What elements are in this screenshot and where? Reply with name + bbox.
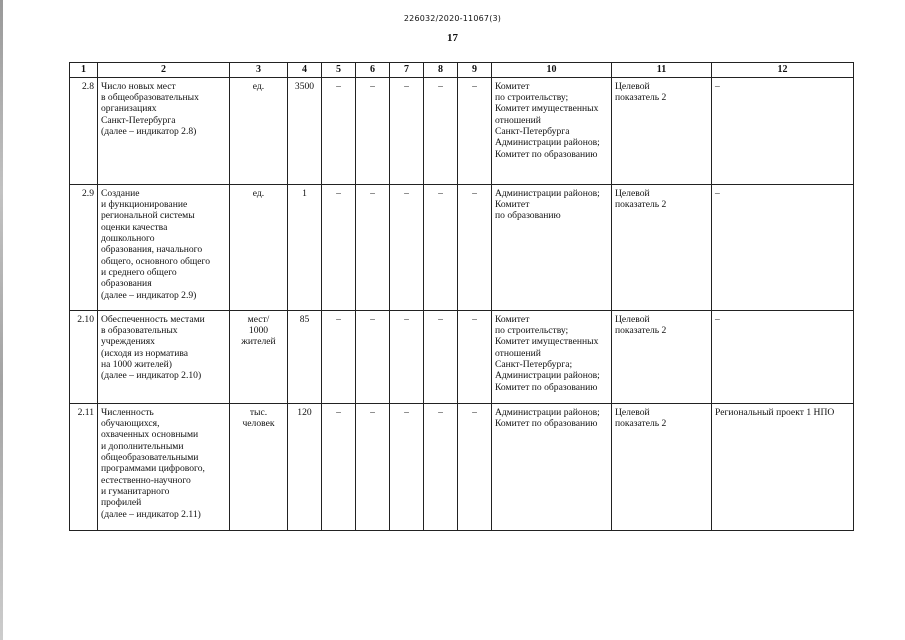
column-header: 3 — [230, 63, 288, 78]
cell-9: – — [458, 77, 492, 184]
cell-6: – — [356, 310, 390, 403]
scan-edge — [0, 0, 3, 640]
unit: мест/ 1000 жителей — [230, 310, 288, 403]
row-id: 2.9 — [70, 184, 98, 310]
cell-8: – — [424, 403, 458, 530]
cell-9: – — [458, 403, 492, 530]
project: – — [712, 310, 854, 403]
cell-5: – — [322, 184, 356, 310]
project: – — [712, 184, 854, 310]
executor: Администрации районов; Комитет по образованию — [492, 403, 612, 530]
cell-7: – — [390, 310, 424, 403]
cell-5: – — [322, 77, 356, 184]
indicator-name: Обеспеченность местами в образовательных учреждениях (исходя из норматива на 1000 жителей) (далее – индикатор 2.10) — [98, 310, 230, 403]
indicator-type: Целевой показатель 2 — [612, 310, 712, 403]
cell-8: – — [424, 184, 458, 310]
unit: тыс. человек — [230, 403, 288, 530]
document-code: 226032/2020-11067(3) — [403, 14, 502, 23]
cell-8: – — [424, 77, 458, 184]
cell-5: – — [322, 310, 356, 403]
column-header: 4 — [288, 63, 322, 78]
column-header: 12 — [712, 63, 854, 78]
table-row — [70, 77, 854, 184]
column-header: 7 — [390, 63, 424, 78]
row-id: 2.8 — [70, 77, 98, 184]
cell-6: – — [356, 184, 390, 310]
indicator-type: Целевой показатель 2 — [612, 403, 712, 530]
row-id: 2.11 — [70, 403, 98, 530]
cell-9: – — [458, 184, 492, 310]
cell-6: – — [356, 403, 390, 530]
page-number: 17 — [447, 32, 458, 44]
cell-7: – — [390, 184, 424, 310]
row-id: 2.10 — [70, 310, 98, 403]
value: 3500 — [288, 77, 322, 184]
executor: Комитет по строительству; Комитет имущественных отношений Санкт-Петербурга Администрации районов; Комитет по образованию — [492, 77, 612, 184]
value: 1 — [288, 184, 322, 310]
executor: Администрации районов; Комитет по образованию — [492, 184, 612, 310]
column-header: 6 — [356, 63, 390, 78]
column-header: 2 — [98, 63, 230, 78]
column-header: 10 — [492, 63, 612, 78]
unit: ед. — [230, 184, 288, 310]
table-row — [70, 403, 854, 530]
column-header: 8 — [424, 63, 458, 78]
value: 85 — [288, 310, 322, 403]
cell-5: – — [322, 403, 356, 530]
column-header: 5 — [322, 63, 356, 78]
cell-8: – — [424, 310, 458, 403]
column-header: 9 — [458, 63, 492, 78]
project: Региональный проект 1 НПО — [712, 403, 854, 530]
indicator-name: Число новых мест в общеобразовательных организациях Санкт-Петербурга (далее – индикатор 2.8) — [98, 77, 230, 184]
indicator-name: Численность обучающихся, охваченных основными и дополнительными общеобразовательными программами цифрового, естественно-научного и гуманитарного профилей (далее – индикатор 2.11) — [98, 403, 230, 530]
table-row — [70, 184, 854, 310]
cell-7: – — [390, 77, 424, 184]
executor: Комитет по строительству; Комитет имущественных отношений Санкт-Петербурга; Администрации районов; Комитет по образованию — [492, 310, 612, 403]
unit: ед. — [230, 77, 288, 184]
indicators-table — [69, 62, 854, 531]
indicator-name: Создание и функционирование региональной системы оценки качества дошкольного образования, начального общего, основного общего и среднего общего образования (далее – индикатор 2.9) — [98, 184, 230, 310]
column-header: 11 — [612, 63, 712, 78]
indicator-type: Целевой показатель 2 — [612, 184, 712, 310]
project: – — [712, 77, 854, 184]
cell-9: – — [458, 310, 492, 403]
column-header: 1 — [70, 63, 98, 78]
indicator-type: Целевой показатель 2 — [612, 77, 712, 184]
value: 120 — [288, 403, 322, 530]
table-header-row — [70, 63, 854, 78]
cell-7: – — [390, 403, 424, 530]
cell-6: – — [356, 77, 390, 184]
table-row — [70, 310, 854, 403]
